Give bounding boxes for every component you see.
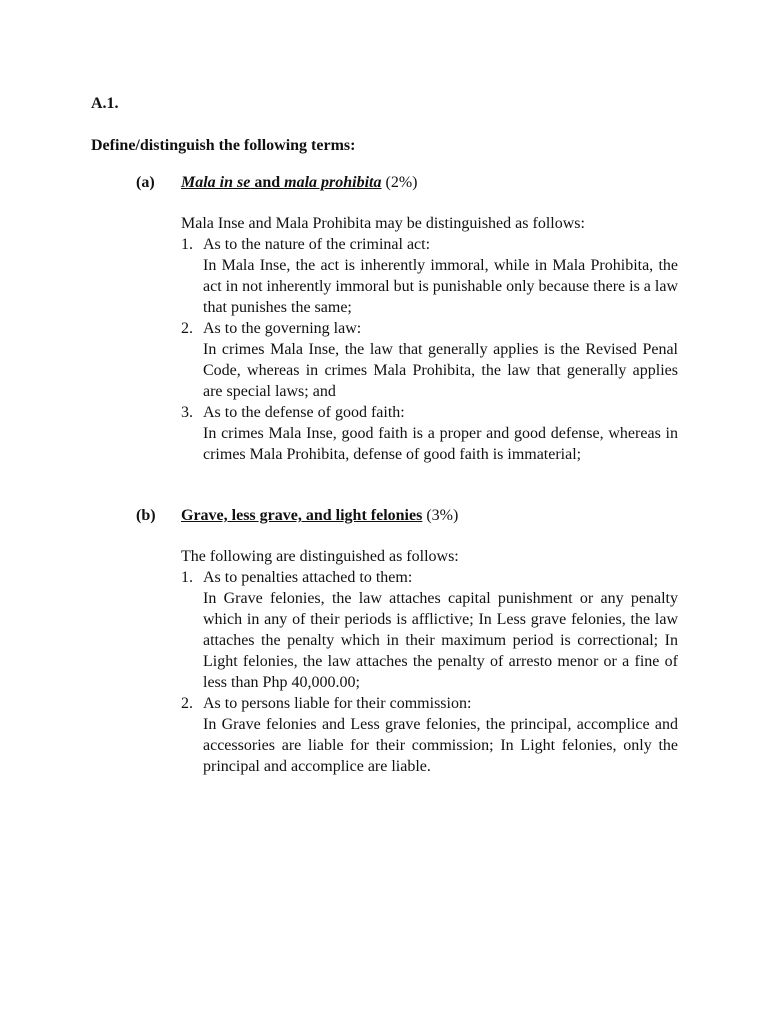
list-item xyxy=(181,693,678,777)
question-number: A.1. xyxy=(91,95,119,112)
instruction-heading: Define/distinguish the following terms: xyxy=(91,137,356,154)
item-a-term-1: Mala in se xyxy=(181,174,251,191)
item-b-letter: (b) xyxy=(136,507,156,524)
point-body: In crimes Mala Inse, good faith is a proper and good defense, whereas in crimes Mala Prohibita, defense of good faith is immaterial; xyxy=(203,425,678,463)
item-b-points: (3%) xyxy=(422,507,459,524)
point-heading: As to the governing law: xyxy=(203,320,362,337)
list-number: 2. xyxy=(181,320,193,337)
item-b-intro: The following are distinguished as follows: xyxy=(181,548,459,565)
point-heading: As to the nature of the criminal act: xyxy=(203,236,431,253)
item-b-answer xyxy=(181,546,678,777)
item-a-and: and xyxy=(250,174,285,191)
item-a-title xyxy=(181,172,417,193)
list-number: 1. xyxy=(181,569,193,586)
list-item xyxy=(181,567,678,693)
list-number: 2. xyxy=(181,695,193,712)
item-a-term-2: mala prohibita xyxy=(284,174,382,191)
item-a-points: (2%) xyxy=(381,174,418,191)
list-item xyxy=(181,234,678,318)
item-b-title xyxy=(181,505,458,526)
point-body: In Grave felonies, the law attaches capital punishment or any penalty which in any of their periods is afflictive; In Less grave felonies, the law attaches the penalty which in their maximum period is correctional; In Light felonies, the law attaches the penalty of arresto menor or a fine of less than Php 40,000.00; xyxy=(203,590,678,691)
item-a-intro: Mala Inse and Mala Prohibita may be distinguished as follows: xyxy=(181,215,585,232)
item-a-letter: (a) xyxy=(136,174,155,191)
point-body: In Mala Inse, the act is inherently immoral, while in Mala Prohibita, the act in not inherently immoral but is punishable only because there is a law that punishes the same; xyxy=(203,257,678,316)
item-a-points-list xyxy=(181,234,678,465)
item-b-term: Grave, less grave, and light felonies xyxy=(181,507,423,524)
list-item xyxy=(181,318,678,402)
point-heading: As to persons liable for their commission: xyxy=(203,695,472,712)
point-body: In Grave felonies and Less grave felonies, the principal, accomplice and accessories are liable for their commission; In Light felonies, only the principal and accomplice are liable. xyxy=(203,716,678,775)
point-heading: As to the defense of good faith: xyxy=(203,404,405,421)
list-number: 3. xyxy=(181,404,193,421)
item-a-answer xyxy=(181,213,678,465)
item-b-points-list xyxy=(181,567,678,777)
point-heading: As to penalties attached to them: xyxy=(203,569,413,586)
list-number: 1. xyxy=(181,236,193,253)
point-body: In crimes Mala Inse, the law that generally applies is the Revised Penal Code, whereas in crimes Mala Prohibita, the law that generally applies are special laws; and xyxy=(203,341,678,400)
list-item xyxy=(181,402,678,465)
